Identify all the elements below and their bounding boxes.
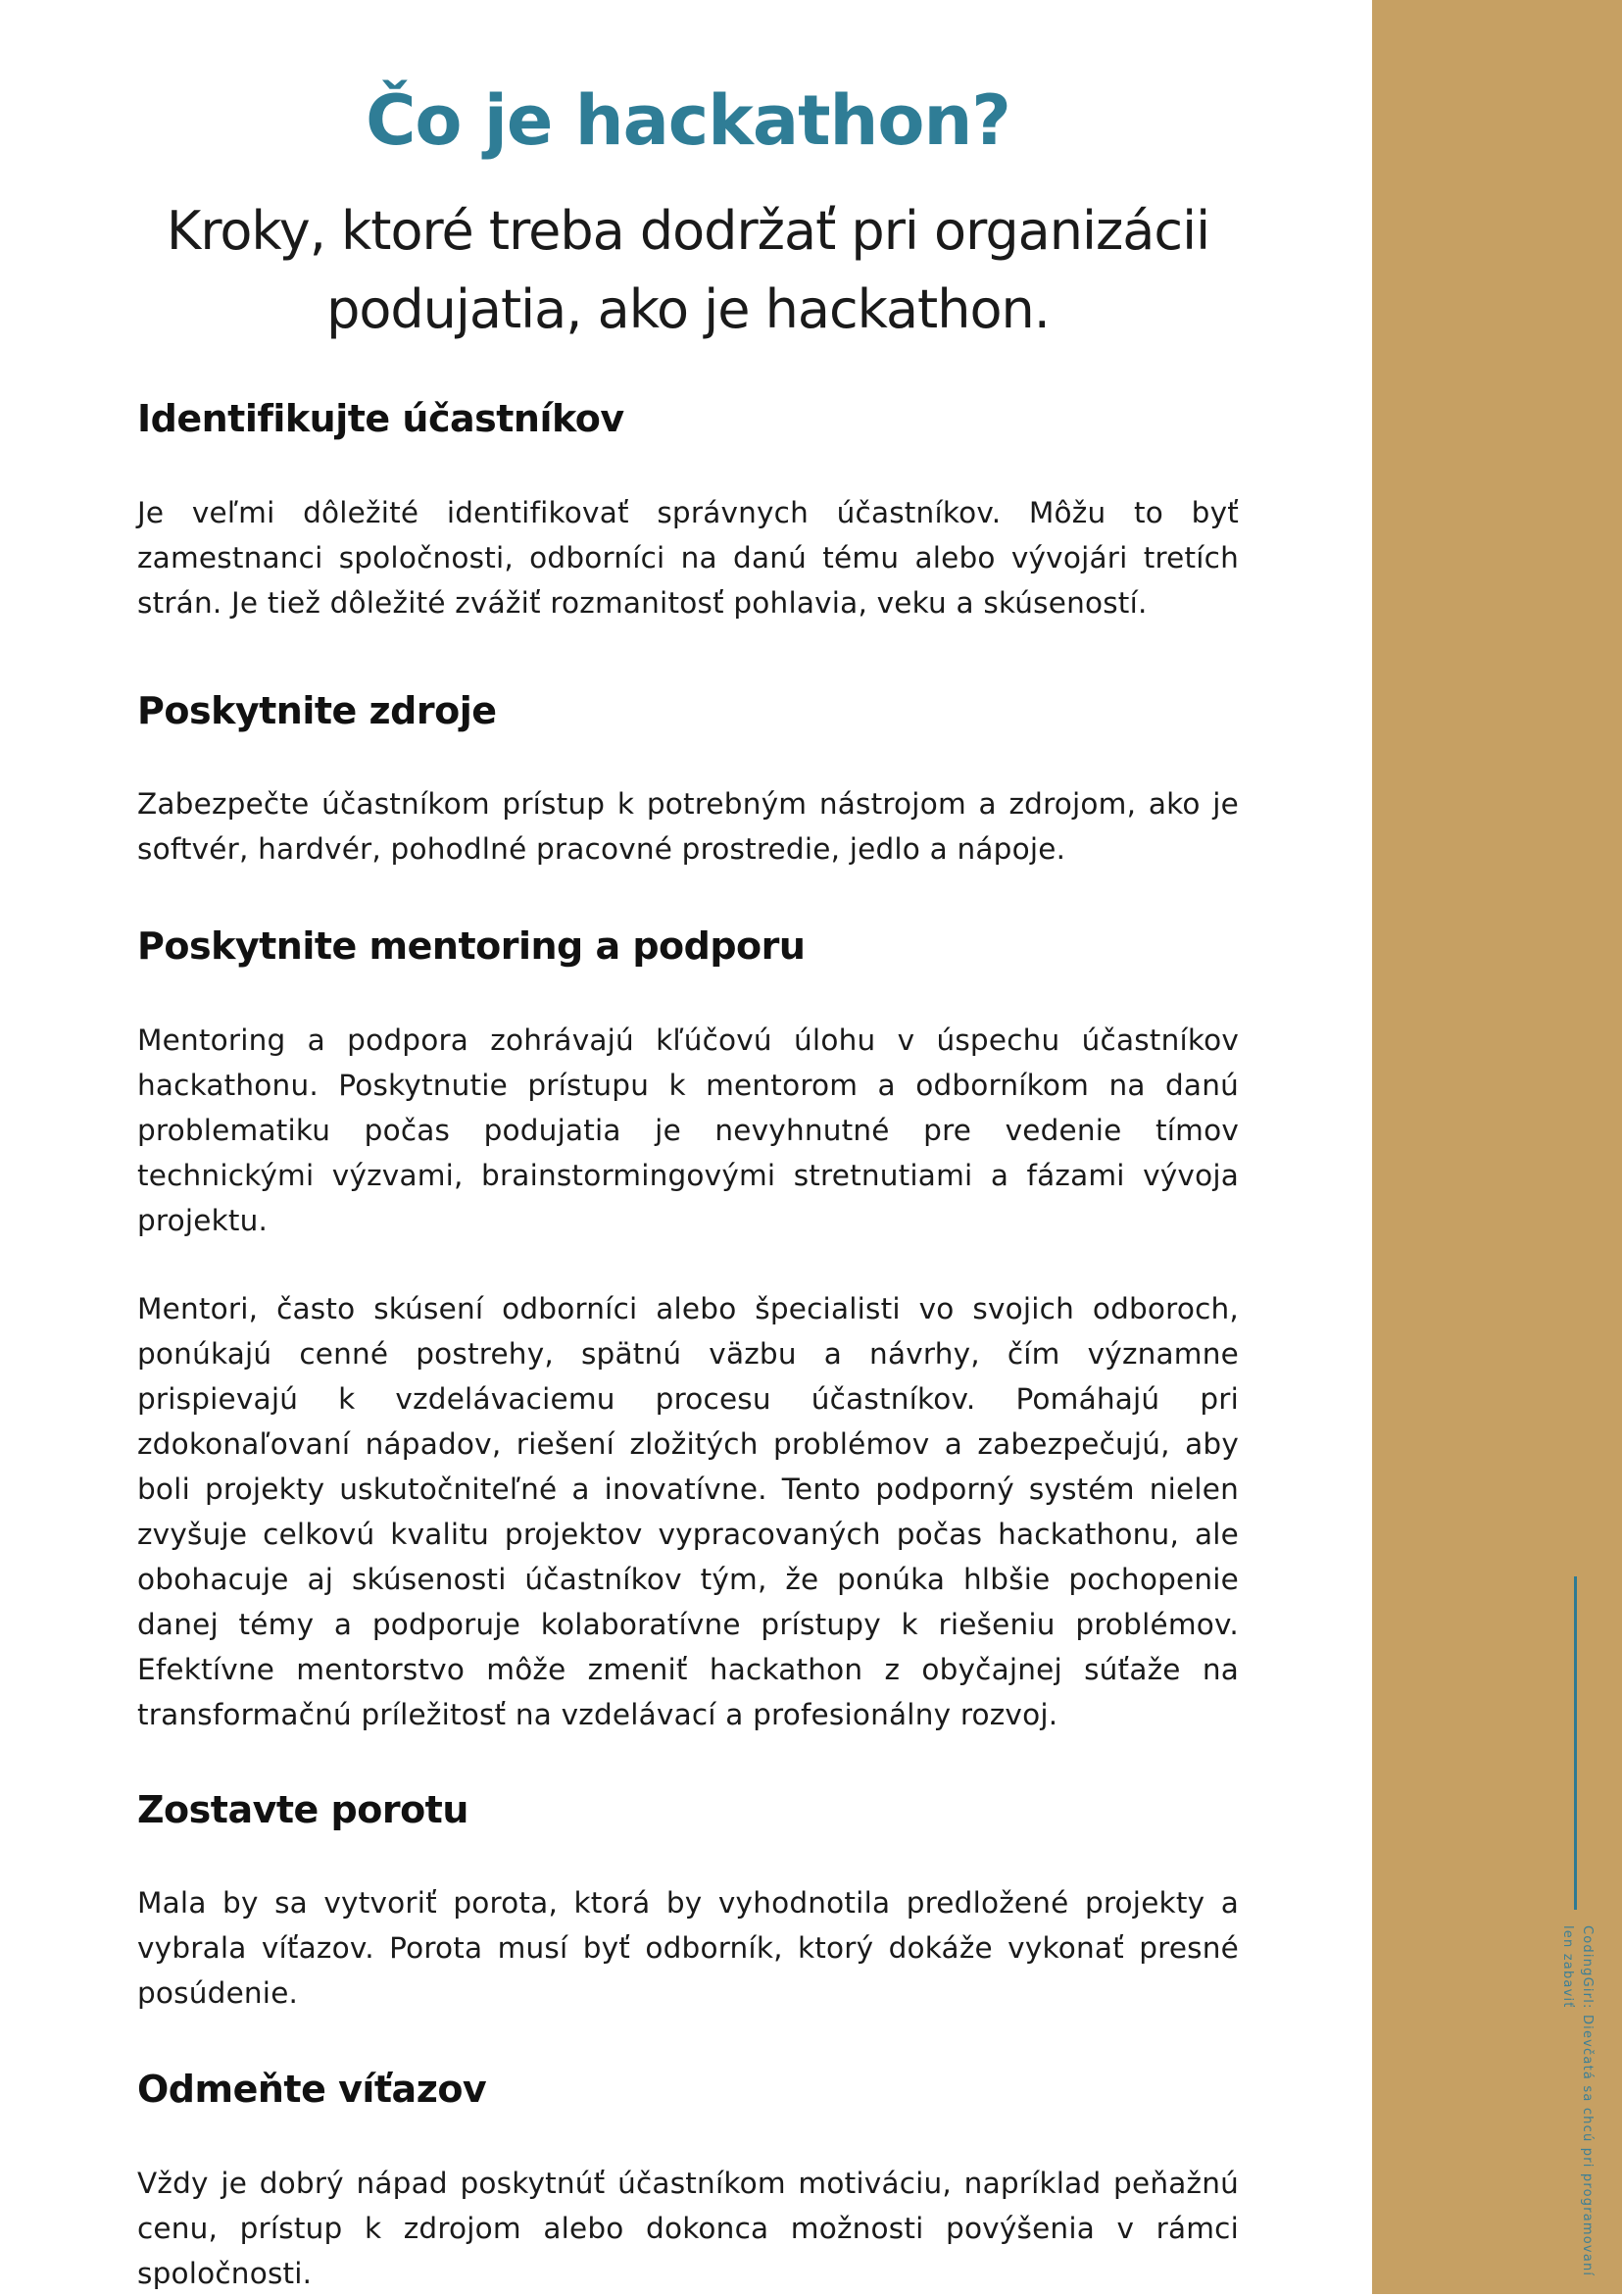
section-paragraph-jury: Mala by sa vytvoriť porota, ktorá by vyhodnotila predložené projekty a vybrala víťazov. Porota musí byť odborník, ktorý dokáže vykonať presné posúdenie.: [137, 1886, 1239, 2010]
section-paragraph-mentoring-1: Mentoring a podpora zohrávajú kľúčovú úlohu v úspechu účastníkov hackathonu. Poskytnutie prístupu k mentorom a odborníkom na danú problematiku počas podujatia je nevyhnutné pre vedenie tímov technickými výzvami, brainstormingovými stretnutiami a fázami vývoja projektu.: [137, 1023, 1239, 1237]
sidebar-divider-line: [1574, 1576, 1577, 1910]
page-subtitle: Kroky, ktoré treba dodržať pri organizácii podujatia, ako je hackathon.: [166, 200, 1210, 340]
page-title: Čo je hackathon?: [366, 80, 1010, 161]
section-paragraph-resources: Zabezpečte účastníkom prístup k potrebným nástrojom a zdrojom, ako je softvér, hardvér, pohodlné pracovné prostredie, jedlo a nápoje.: [137, 787, 1239, 866]
section-heading-jury: Zostavte porotu: [137, 1788, 468, 1831]
section-paragraph-winners: Vždy je dobrý nápad poskytnúť účastníkom motiváciu, napríklad peňažnú cenu, prístup k zdrojom alebo dokonca možnosti povýšenia v rámci spoločnosti.: [137, 2167, 1239, 2290]
section-heading-winners: Odmeňte víťazov: [137, 2068, 487, 2111]
section-paragraph-mentoring-2: Mentori, často skúsení odborníci alebo špecialisti vo svojich odboroch, ponúkajú cenné postrehy, spätnú väzbu a návrhy, čím významne prispievajú k vzdelávaciemu procesu účastníkov. Pomáhajú pri zdokonaľovaní nápadov, riešení zložitých problémov a zabezpečujú, aby boli projekty uskutočniteľné a inovatívne. Tento podporný systém nielen zvyšuje celkovú kvalitu projektov vypracovaných počas hackathonu, ale obohacuje aj skúsenosti účastníkov tým, že ponúka hlbšie pochopenie danej témy a podporuje kolaboratívne prístupy k riešeniu problémov. Efektívne mentorstvo môže zmeniť hackathon z obyčajnej súťaže na transformačnú príležitosť na vzdelávací a profesionálny rozvoj.: [137, 1292, 1239, 1731]
section-heading-mentoring: Poskytnite mentoring a podporu: [137, 924, 806, 968]
section-paragraph-participants: Je veľmi dôležité identifikovať správnych účastníkov. Môžu to byť zamestnanci spoločnosti, odborníci na danú tému alebo vývojári tretích strán. Je tiež dôležité zvážiť rozmanitosť pohlavia, veku a skúseností.: [137, 496, 1239, 620]
section-heading-participants: Identifikujte účastníkov: [137, 397, 624, 440]
section-heading-resources: Poskytnite zdroje: [137, 689, 497, 732]
sidebar-footer-text: CodingGirl: Dievčatá sa chcú pri programovaní len zabaviť: [1560, 1925, 1595, 2277]
